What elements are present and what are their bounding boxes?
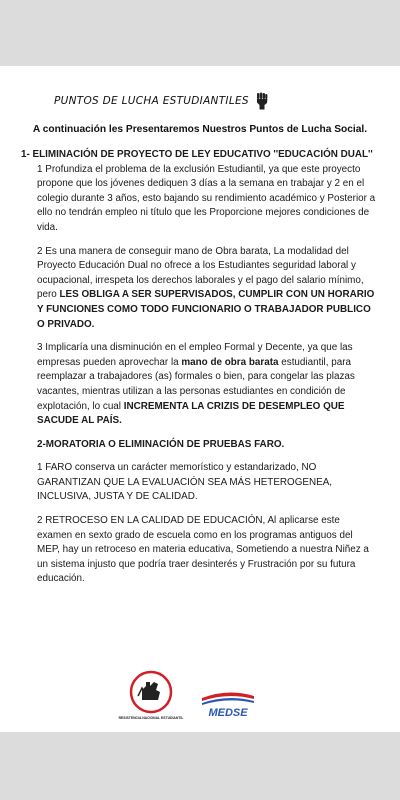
section-1-point-2-text: 2 Es una manera de conseguir mano de Obra barata, La modalidad del Proyecto Educación Dual no ofrece a los Estudiantes seguridad laboral y ocupacional, irrespeta los derechos laborales y el pago del salario mínimo, pero (37, 245, 364, 301)
intro-text: A continuación les Presentaremos Nuestros Puntos de Lucha Social. (32, 124, 368, 135)
section-1-point-3-text-b: estudiantil, para reemplazar a trabajadores (as) formales o bien, para congelar las plazas vacantes, mientras utilizan a las personas estudiantes en condición de explotación, lo cual (37, 356, 355, 412)
document-page (0, 66, 400, 732)
section-1-point-3 (37, 341, 377, 429)
section-1-point-2-emphasis: LES OBLIGA A SER SUPERVISADOS, CUMPLIR CON UN HORARIO Y FUNCIONES COMO TODO FUNCIONARIO O TRABAJADOR PUBLICO O PRIVADO. (37, 289, 375, 330)
section-2-header: 2-MORATORIA O ELIMINACIÓN DE PRUEBAS FARO. (37, 438, 285, 450)
section-1-header: 1- ELIMINACIÓN DE PROYECTO DE LEY EDUCATIVO ''EDUCACIÓN DUAL'' (21, 149, 373, 160)
section-1-point-3-text-a: 3 Implicaría una disminución en el empleo Formal y Decente, ya que las empresas pueden aprovechar la (37, 342, 353, 368)
section-1-point-1: 1 Profundiza el problema de la exclusión Estudiantil, ya que este proyecto propone que los jóvenes dediquen 3 días a la semana en trabajar y 2 en el colegio durante 3 años, esto bajando su rendimiento académico y Posterior a ello no tendrán empleo ni título que les Proporcione mejores condiciones de vida. (37, 163, 376, 233)
raised-fist-icon (255, 92, 269, 110)
logos-footer (0, 670, 400, 732)
section-1-point-3-emphasis-2: INCREMENTA LA CRIZIS DE DESEMPLEO QUE SACUDE AL PAÍS. (37, 400, 345, 427)
section-2-point-1: 1 FARO conserva un carácter memorístico y estandarizado, NO GARANTIZAN QUE LA EVALUACIÓN SEA MÁS HETEROGENEA, INCLUSIVA, JUSTA Y DE CALIDAD. (37, 462, 333, 503)
medse-logo (198, 686, 258, 720)
resistencia-nacional-text: RESISTENCIA NACIONAL ESTUDIANTIL (118, 716, 184, 720)
resistencia-nacional-logo (118, 670, 184, 730)
section-1-point-3-emphasis-1: mano de obra barata (181, 356, 279, 368)
medse-text: MEDSE (208, 707, 248, 719)
section-2-point-2: 2 RETROCESO EN LA CALIDAD DE EDUCACIÓN, Al aplicarse este examen en sexto grado de escuela como en los programas antiguos del MEP, hay un retroceso en materia educativa, Sometiendo a nuestra Niñez a un sistema injusto que podría traer desinterés y Frustración por su futura educación. (37, 515, 369, 585)
document-body (21, 148, 377, 587)
section-1-point-2 (37, 245, 377, 333)
title-row (54, 92, 269, 110)
page-title: PUNTOS DE LUCHA ESTUDIANTILES (54, 95, 249, 107)
